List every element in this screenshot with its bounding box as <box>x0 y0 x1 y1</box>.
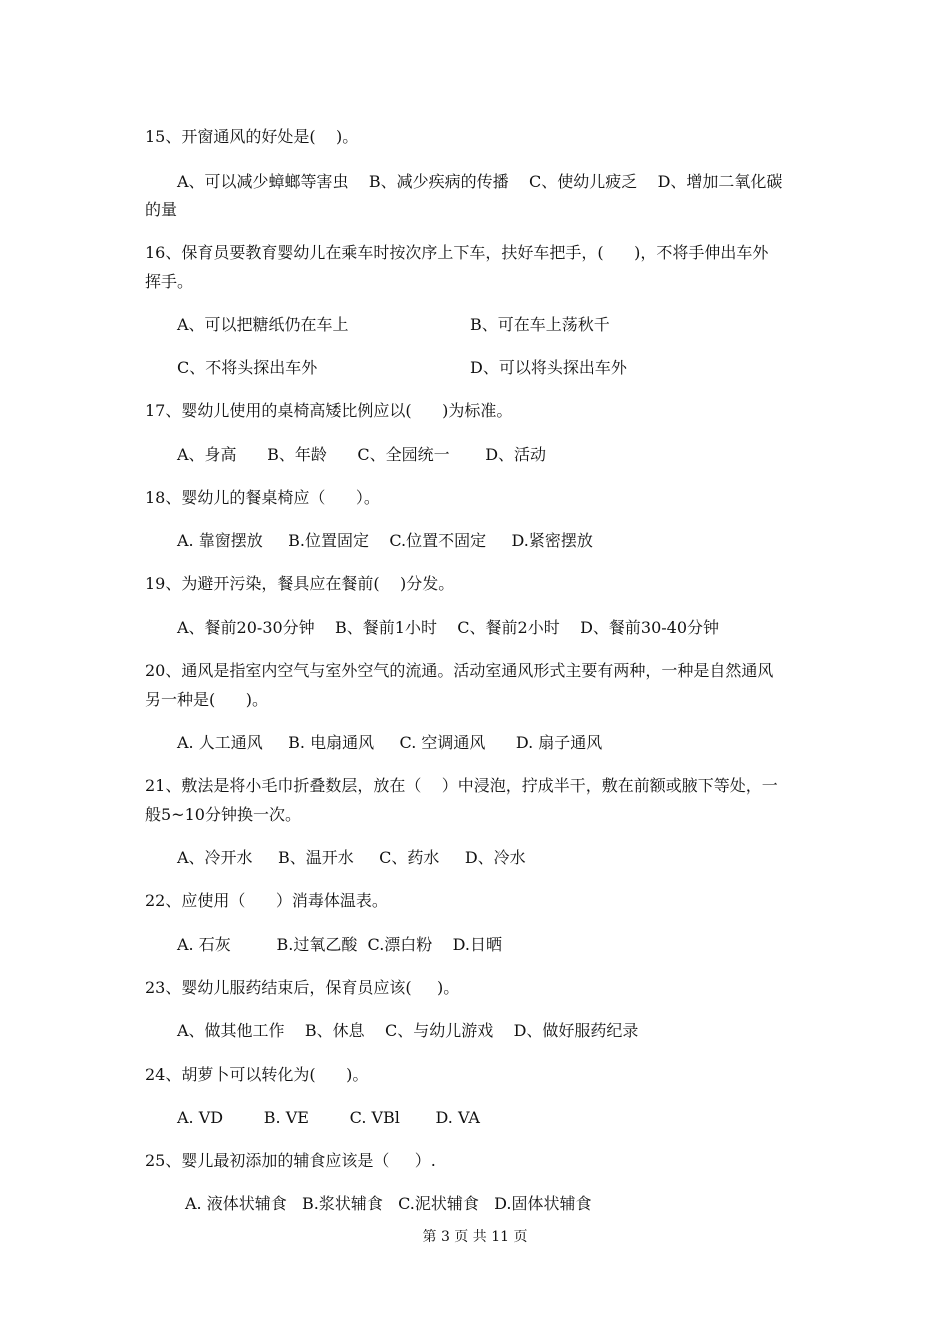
options-15: A、可以减少蟑螂等害虫 B、减少疾病的传播 C、使幼儿疲乏 D、增加二氧化碳 <box>177 172 783 191</box>
options-23: A、做其他工作 B、休息 C、与幼儿游戏 D、做好服药纪录 <box>177 1021 639 1040</box>
question-25: 25、婴儿最初添加的辅食应该是（ ）. <box>145 1151 436 1170</box>
option-16-b: B、可在车上荡秋千 <box>470 315 610 334</box>
option-16-c: C、不将头探出车外 <box>177 358 318 377</box>
options-18: A. 靠窗摆放 B.位置固定 C.位置不固定 D.紧密摆放 <box>177 531 593 550</box>
options-24: A. VD B. VE C. VBl D. VA <box>177 1108 480 1127</box>
options-25: A. 液体状辅食 B.浆状辅食 C.泥状辅食 D.固体状辅食 <box>185 1194 592 1213</box>
question-16: 16、保育员要教育婴幼儿在乘车时按次序上下车，扶好车把手，( )，不将手伸出车外 <box>145 243 769 262</box>
question-22: 22、应使用（ ）消毒体温表。 <box>145 891 388 910</box>
options-15-cont: 的量 <box>145 200 178 219</box>
question-20-cont: 另一种是( )。 <box>145 690 269 709</box>
options-17: A、身高 B、年龄 C、全园统一 D、活动 <box>177 445 547 464</box>
page-footer: 第 3 页 共 11 页 <box>422 1229 528 1245</box>
question-24: 24、胡萝卜可以转化为( )。 <box>145 1065 369 1084</box>
option-16-d: D、可以将头探出车外 <box>470 358 627 377</box>
question-23: 23、婴幼儿服药结束后，保育员应该( )。 <box>145 978 460 997</box>
question-18: 18、婴幼儿的餐桌椅应（ ）。 <box>145 488 380 507</box>
option-16-a: A、可以把糖纸仍在车上 <box>177 315 349 334</box>
question-21: 21、敷法是将小毛巾折叠数层，放在（ ）中浸泡，拧成半干，敷在前额或腋下等处，一 <box>145 776 778 795</box>
question-15: 15、开窗通风的好处是( )。 <box>145 127 359 146</box>
question-17: 17、婴幼儿使用的桌椅高矮比例应以( )为标准。 <box>145 401 513 420</box>
options-19: A、餐前20-30分钟 B、餐前1小时 C、餐前2小时 D、餐前30-40分钟 <box>177 618 720 637</box>
options-22: A. 石灰 B.过氧乙酸 C.漂白粉 D.日晒 <box>177 935 502 954</box>
options-20: A. 人工通风 B. 电扇通风 C. 空调通风 D. 扇子通风 <box>177 733 603 752</box>
question-16-cont: 挥手。 <box>145 272 194 291</box>
question-19: 19、为避开污染，餐具应在餐前( )分发。 <box>145 574 455 593</box>
question-20: 20、通风是指室内空气与室外空气的流通。活动室通风形式主要有两种，一种是自然通风 <box>145 661 774 680</box>
question-21-cont: 般5~10分钟换一次。 <box>145 805 301 824</box>
options-21: A、冷开水 B、温开水 C、药水 D、冷水 <box>177 848 526 867</box>
